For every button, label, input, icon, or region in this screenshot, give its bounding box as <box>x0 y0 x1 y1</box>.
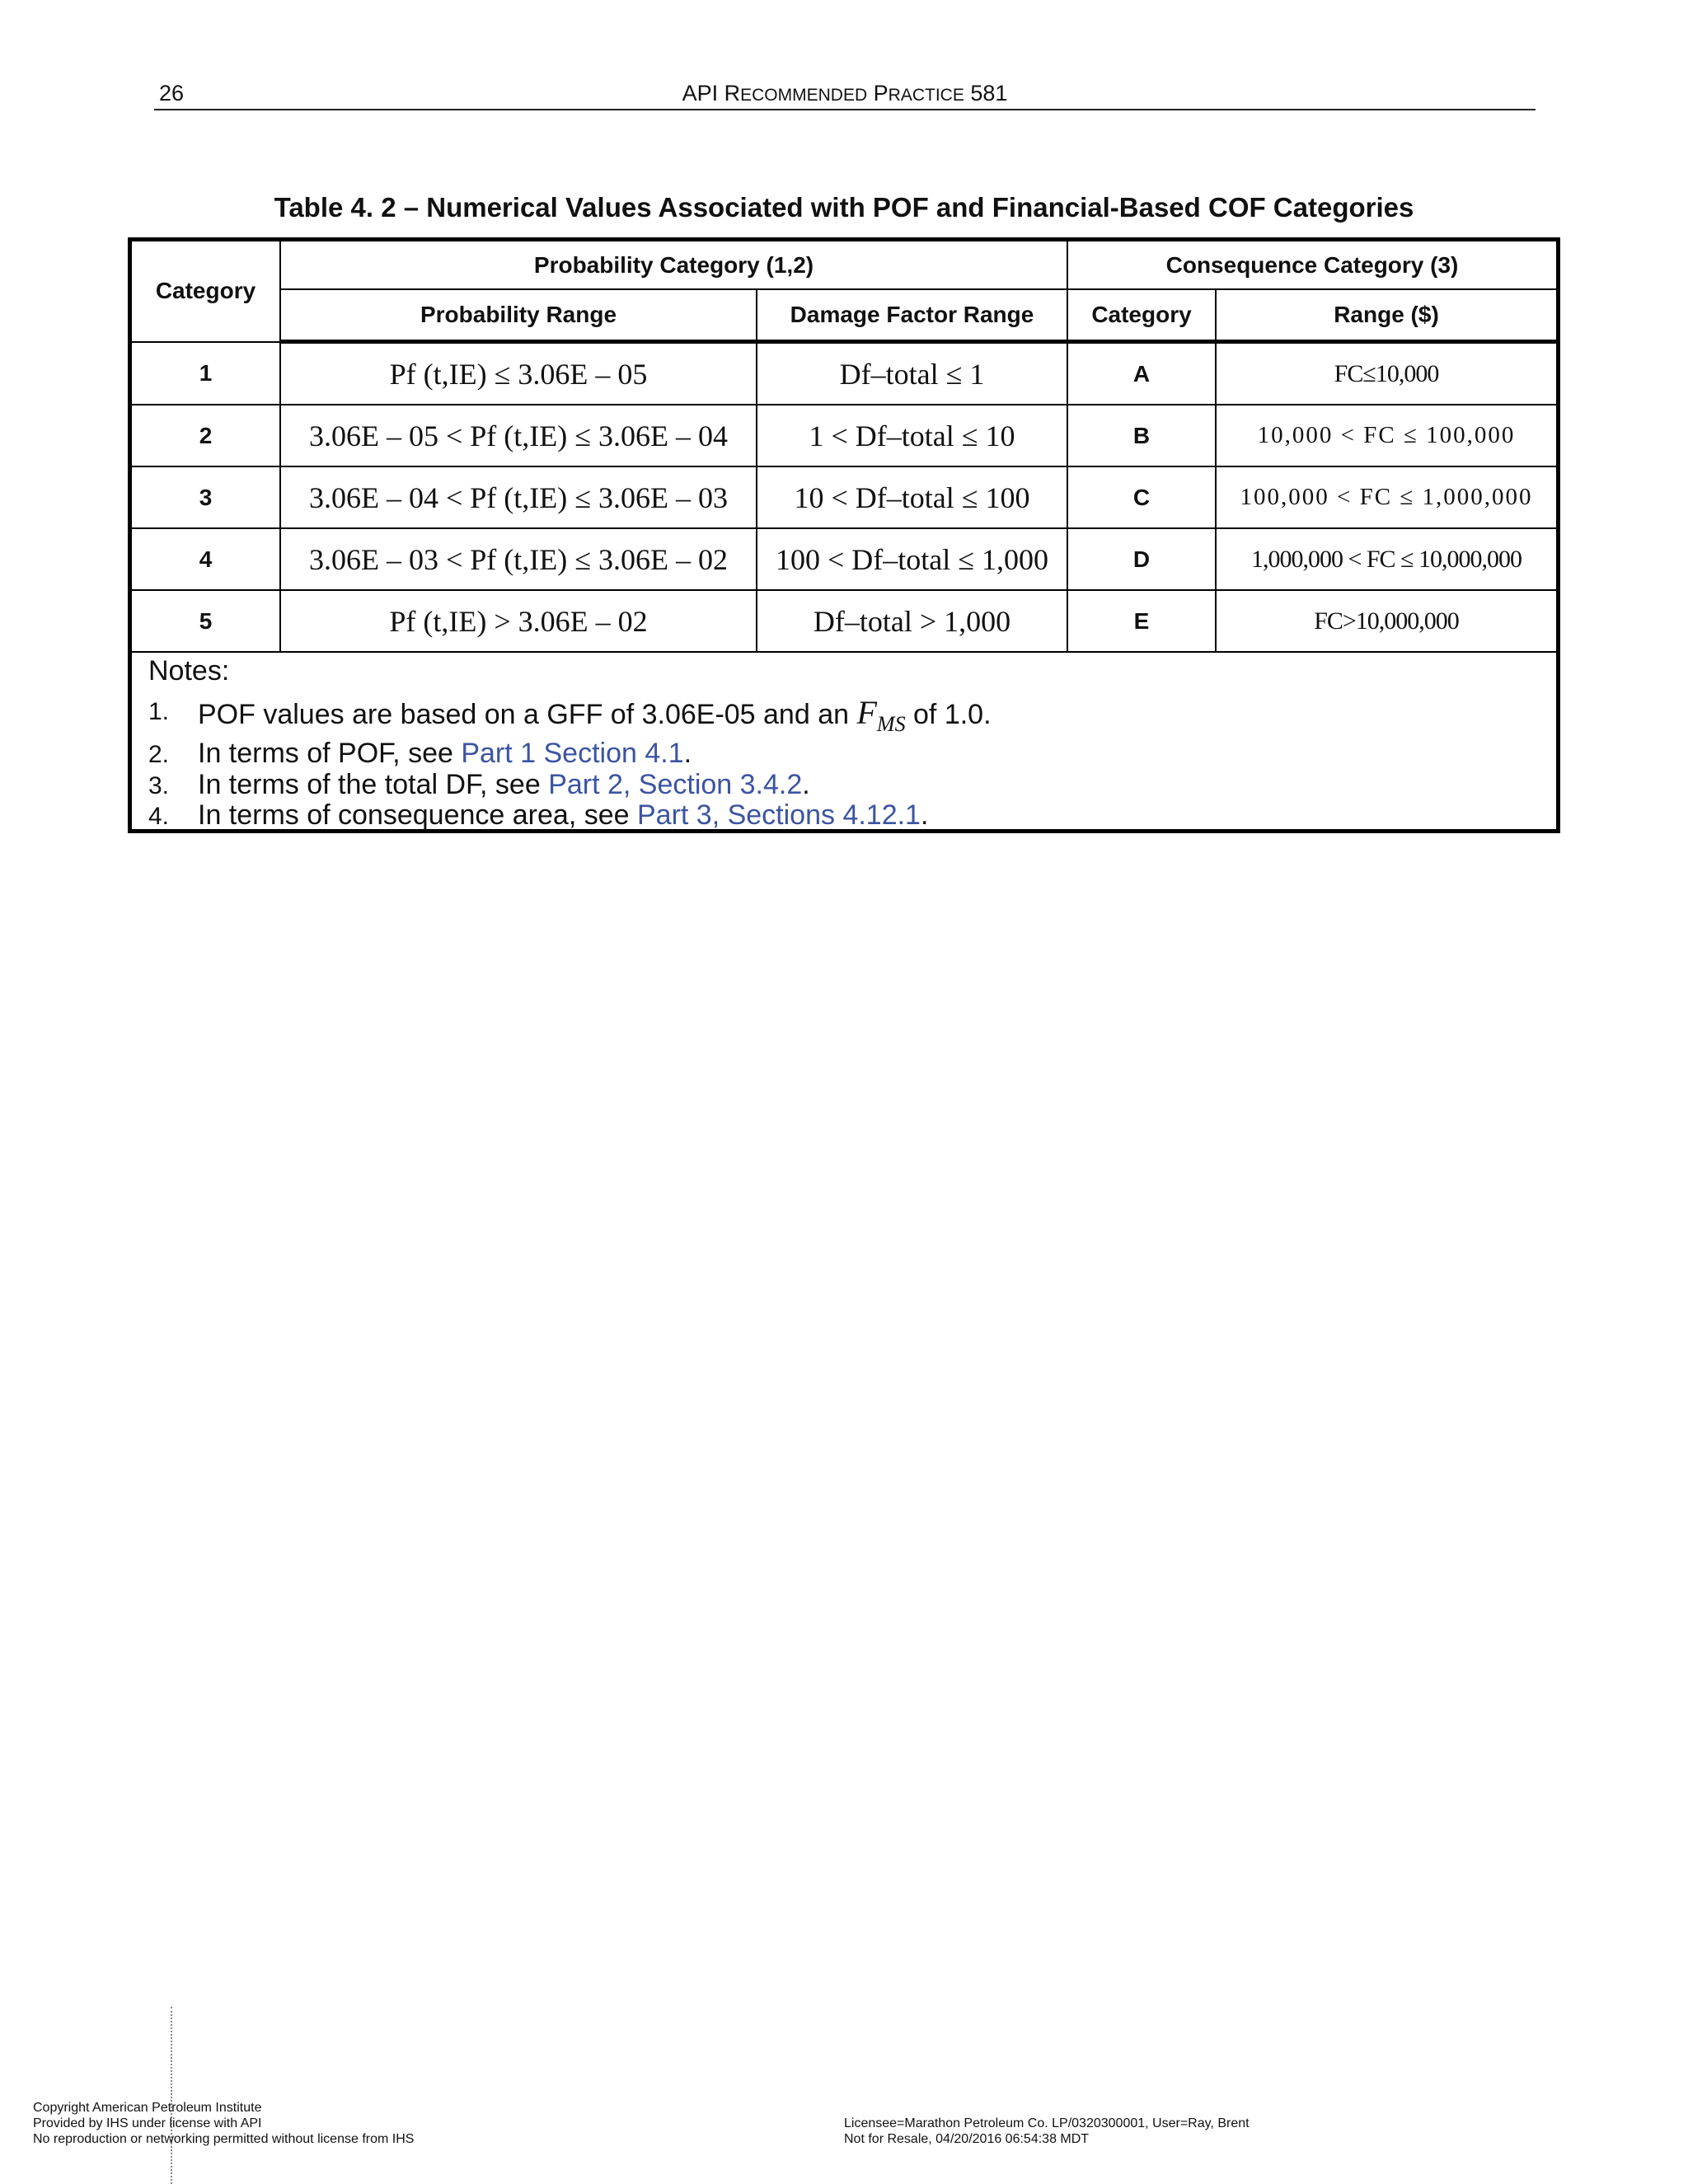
note-number: 2. <box>148 741 170 768</box>
column-header-row <box>132 289 1556 342</box>
damage-factor-range-header: Damage Factor Range <box>757 289 1067 342</box>
cell-range-dollars: 10,000 < FC ≤ 100,000 <box>1216 405 1556 466</box>
cell-damage-factor-range: Df–total > 1,000 <box>757 590 1067 652</box>
cell-probability-range: 3.06E – 03 < Pf (t,IE) ≤ 3.06E – 02 <box>280 528 757 590</box>
cell-damage-factor-range: 1 < Df–total ≤ 10 <box>757 405 1067 466</box>
table-row <box>132 405 1556 466</box>
cell-damage-factor-range: Df–total ≤ 1 <box>757 342 1067 405</box>
cell-category: 2 <box>132 405 280 466</box>
table-row <box>132 342 1556 405</box>
page-number: 26 <box>159 81 185 105</box>
cell-consequence-category: E <box>1067 590 1216 652</box>
cell-probability-range: Pf (t,IE) > 3.06E – 02 <box>280 590 757 652</box>
running-title: API RECOMMENDED PRACTICE 581 <box>682 81 1008 105</box>
notes-title: Notes: <box>148 655 230 687</box>
cell-range-dollars: FC>10,000,000 <box>1216 590 1556 652</box>
cell-consequence-category: D <box>1067 528 1216 590</box>
footer-left: Copyright American Petroleum Institute Provided by IHS under license with API No reproduction or networking permitted without license from IHS <box>33 2101 415 2146</box>
table-row <box>132 528 1556 590</box>
cell-category: 3 <box>132 466 280 528</box>
note-number: 1. <box>148 698 170 725</box>
footer-right: Licensee=Marathon Petroleum Co. LP/0320300001, User=Ray, Brent Not for Resale, 04/20/2016 06:54:38 MDT <box>844 2116 1250 2146</box>
cell-probability-range: Pf (t,IE) ≤ 3.06E – 05 <box>280 342 757 405</box>
link-part1-section[interactable]: Part 1 Section 4.1 <box>461 738 684 769</box>
cell-category: 1 <box>132 342 280 405</box>
note-number: 4. <box>148 803 170 830</box>
cell-consequence-category: A <box>1067 342 1216 405</box>
group-header-row <box>132 241 1556 289</box>
link-part3-sections[interactable]: Part 3, Sections 4.12.1 <box>636 799 921 831</box>
note-text: In terms of the total DF, see Part 2, Section 3.4.2. <box>198 769 810 800</box>
table-caption: Table 4. 2 – Numerical Values Associated with POF and Financial-Based COF Categories <box>274 192 1414 223</box>
footer-dotted-line <box>171 2007 172 2184</box>
note-number: 3. <box>148 772 170 799</box>
note-text: POF values are based on a GFF of 3.06E-05 and an $F_{MS}$ of 1.0. <box>198 694 992 736</box>
note-text: In terms of consequence area, see Part 3, Sections 4.12.1. <box>198 799 929 831</box>
category-table-grid <box>132 241 1556 653</box>
consequence-category-header: Category <box>1067 289 1216 342</box>
table-row <box>132 590 1556 652</box>
running-header <box>154 77 1536 110</box>
cell-damage-factor-range: 100 < Df–total ≤ 1,000 <box>757 528 1067 590</box>
probability-group-header: Probability Category (1,2) <box>280 241 1067 289</box>
cell-range-dollars: 100,000 < FC ≤ 1,000,000 <box>1216 466 1556 528</box>
cell-category: 5 <box>132 590 280 652</box>
link-part2-section[interactable]: Part 2, Section 3.4.2 <box>548 769 803 800</box>
consequence-group-header: Consequence Category (3) <box>1067 241 1556 289</box>
table-row <box>132 466 1556 528</box>
cell-probability-range: 3.06E – 05 < Pf (t,IE) ≤ 3.06E – 04 <box>280 405 757 466</box>
fms-symbol: $F_{MS}$ <box>856 694 906 736</box>
note-text: In terms of POF, see Part 1 Section 4.1. <box>198 738 692 769</box>
cell-damage-factor-range: 10 < Df–total ≤ 100 <box>757 466 1067 528</box>
probability-range-header: Probability Range <box>280 289 757 342</box>
cell-probability-range: 3.06E – 04 < Pf (t,IE) ≤ 3.06E – 03 <box>280 466 757 528</box>
cell-consequence-category: C <box>1067 466 1216 528</box>
cell-range-dollars: FC≤10,000 <box>1216 342 1556 405</box>
cell-range-dollars: 1,000,000 < FC ≤ 10,000,000 <box>1216 528 1556 590</box>
range-dollars-header: Range ($) <box>1216 289 1556 342</box>
cell-category: 4 <box>132 528 280 590</box>
cell-consequence-category: B <box>1067 405 1216 466</box>
category-table <box>128 237 1560 833</box>
category-header: Category <box>132 241 280 342</box>
